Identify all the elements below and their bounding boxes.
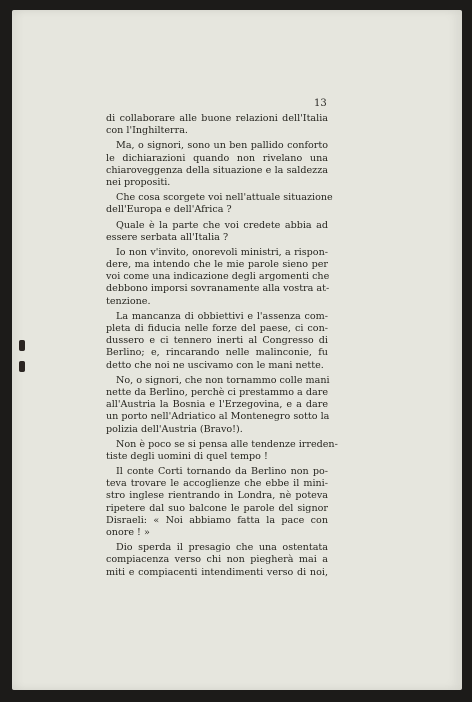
text-line: Quale è la parte che voi credete abbia ad <box>116 219 328 231</box>
paragraph <box>106 466 328 539</box>
paragraph <box>106 192 333 216</box>
text-line: Il conte Corti tornando da Berlino non po- <box>116 466 328 478</box>
text-line: detto che noi ne uscivamo con le mani nette. <box>106 359 324 371</box>
text-line: Non è poco se si pensa alle tendenze irreden- <box>116 438 338 450</box>
text-line: stro inglese rientrando in Londra, nè poteva <box>106 490 328 502</box>
binding-hole <box>19 361 25 372</box>
binding-hole <box>19 340 25 351</box>
text-line: all'Austria la Bosnia e l'Erzegovina, e a dare <box>106 399 328 411</box>
paragraph <box>106 438 338 463</box>
paragraph <box>106 247 328 308</box>
text-line: La mancanza di obbiettivi e l'assenza com- <box>116 310 328 322</box>
text-line: nette da Berlino, perchè ci prestammo a dare <box>106 386 328 398</box>
text-line: polizia dell'Austria (Bravo!). <box>106 423 243 435</box>
text-line: dell'Europa e dell'Africa ? <box>106 204 232 216</box>
text-line: dere, ma intendo che le mie parole sieno per <box>106 259 328 271</box>
text-line: Berlino; e, rincarando nelle malinconie, fu <box>106 347 328 359</box>
text-line: le dichiarazioni quando non rivelano una <box>106 152 328 164</box>
text-line: nei propositi. <box>106 176 171 188</box>
text-line: voi come una indicazione degli argomenti che <box>106 271 330 283</box>
text-line: di collaborare alle buone relazioni dell'Italia <box>106 113 328 124</box>
paragraph <box>106 542 328 579</box>
text-line: ripetere dal suo balcone le parole del signor <box>106 502 328 514</box>
text-line: miti e compiacenti intendimenti verso di noi, <box>106 566 328 578</box>
body-text <box>106 113 338 579</box>
paragraph <box>106 220 328 244</box>
text-line: con l'Inghilterra. <box>106 125 188 137</box>
text-line: debbono imporsi sovranamente alla vostra at- <box>106 283 330 295</box>
paragraph <box>106 375 328 436</box>
text-line: onore ! » <box>106 527 150 538</box>
text-line: No, o signori, che non tornammo colle mani <box>116 374 330 386</box>
text-line: tiste degli uomini di quel tempo ! <box>106 450 268 462</box>
text-line: essere serbata all'Italia ? <box>106 231 229 243</box>
paragraph <box>106 113 328 137</box>
page-number: 13 <box>314 98 327 109</box>
text-line: Ma, o signori, sono un ben pallido conforto <box>116 140 328 152</box>
text-line: Disraeli: « Noi abbiamo fatta la pace con <box>106 514 328 526</box>
text-line: Io non v'invito, onorevoli ministri, a rispon- <box>116 246 328 258</box>
text-line: teva trovare le accoglienze che ebbe il mini- <box>106 478 328 490</box>
paragraph <box>106 140 328 189</box>
text-line: chiaroveggenza della situazione e la saldezza <box>106 164 328 176</box>
text-line: tenzione. <box>106 295 151 307</box>
text-line: Dio sperda il presagio che una ostentata <box>116 542 328 554</box>
text-line: dussero e ci tennero inerti al Congresso di <box>106 335 328 347</box>
paragraph <box>106 311 328 372</box>
text-line: pleta di fiducia nelle forze del paese, ci con- <box>106 323 328 334</box>
text-line: compiacenza verso chi non piegherà mai a <box>106 554 328 566</box>
text-line: Che cosa scorgete voi nell'attuale situazione <box>116 192 333 204</box>
text-line: un porto nell'Adriatico al Montenegro sotto la <box>106 411 330 423</box>
